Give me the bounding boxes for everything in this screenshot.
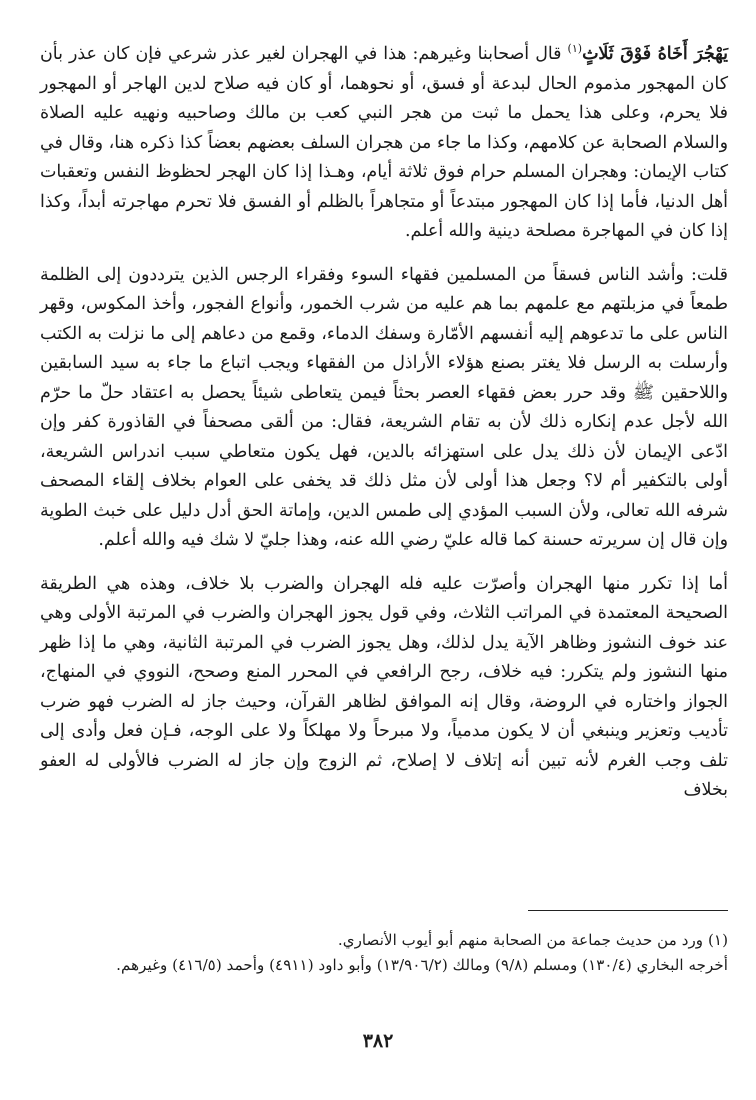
page-number: ٣٨٢	[362, 1030, 394, 1052]
hadith-quote: يَهْجُرَ أَخَاهُ فَوْقَ ثَلَاثٍ	[582, 44, 728, 64]
footnotes	[40, 928, 728, 978]
footnote-1: (١) ورد من حديث جماعة من الصحابة منهم أبو أيوب الأنصاري.	[337, 931, 728, 949]
paragraph-1	[40, 40, 728, 247]
paragraph-2: قلت: وأشد الناس فسقاً من المسلمين فقهاء السوء وفقراء الرجس الذين يترددون إلى الظلمة طمعاً في مزبلتهم مع علمهم بما هم عليه من شرب الخمور، وأنواع الفجور، وأخذ المكوس، وقهر الناس على ما تدعوهم إليه أنفسهم الأمّارة وسفك الدماء، وقمع من دعاهم إلى ما نزلت به الكتب وأرسلت به الرسل فلا يغتر بصنع هؤلاء الأراذل من الفقهاء ويجب اتباع ما جاء به سيد السابقين واللاحقين ﷺ وقد حرر بعض فقهاء العصر بحثاً فيمن يتعاطى شيئاً يحصل به اعتقاد حلّ ما حرّم الله لأجل عدم إنكاره ذلك لأن به تقام الشريعة، فقال: من ألقى مصحفاً في القاذورة كفر وإن ادّعى الإيمان لأن ذلك يدل على استهزائه بالدين، فهل يكون متعاطي سبب اندراس الشريعة، أولى بالتكفير أم لا؟ وجعل هذا أولى لأن مثل ذلك قد يخفى على العوام بخلاف إلقاء المصحف شرفه الله تعالى، ولأن السبب المؤدي إلى طمس الدين، وإماتة الحق أدل دليل على خبث الطوية وإن قال إن سريرته حسنة كما قاله عليّ رضي الله عنه، وهذا جليّ لا شك فيه والله أعلم.	[40, 264, 728, 550]
paragraph-3: أما إذا تكرر منها الهجران وأصرّت عليه فله الهجران والضرب بلا خلاف، وهذه هي الطريقة الصحيحة المعتمدة في المراتب الثلاث، وفي قول يجوز الهجران والضرب في المرتبة الأولى وهي عند خوف النشوز وظاهر الآية يدل لذلك، وهل يجوز الضرب في المرتبة الثانية، وهي ما إذا ظهر منها النشوز ولم يتكرر: فيه خلاف، رجح الرافعي في المحرر المنع وصحح، النووي في المنهاج، الجواز واختاره في الروضة، وقال إنه الموافق لظاهر القرآن، وحيث جاز له الضرب فهو ضرب تأديب وتعزير وينبغي أن لا يكون مدمياً، ولا مبرحاً ولا مهلكاً ولا على الوجه، فـإن فعل وأدى إلى تلف وجب الغرم لأنه تبين أنه إتلاف لا إصلاح، ثم الزوج وإن جاز له الضرب فالأولى له العفو بخلاف	[40, 573, 728, 800]
main-text	[40, 40, 728, 820]
footnote-marker: (١)	[567, 42, 583, 56]
paragraph-1-text: قال أصحابنا وغيرهم: هذا في الهجران لغير عذر شرعي فإن كان عذر بأن كان المهجور مذموم الحال لبدعة أو فسق، أو نحوهما، أو كان فيه صلاح لدين الهاجر أو المهجور فلا يحرم، وعلى هذا يحمل ما ثبت من هجر النبي كعب بن مالك وصاحبيه ونهيه عليه الصلاة والسلام الصحابة عن كلامهم، وكذا ما جاء من هجران السلف بعضهم بعضاً كذا ذكره هنا، وقال في كتاب الإيمان: وهجران المسلم حرام فوق ثلاثة أيام، وهـذا إذا كان الهجر لحظوظ النفس وتعقبات أهل الدنيا، فأما إذا كان المهجور مبتدعاً أو متجاهراً بالظلم أو الفسق فلا تحرم مهاجرته أبداً، وكذا إذا كان في المهاجرة مصلحة دينية والله أعلم.	[40, 44, 728, 241]
footnote-1-source: أخرجه البخاري (١٣٠/٤) ومسلم (٩/٨) ومالك (١٣/٩٠٦/٢) وأبو داود (٤٩١١) وأحمد (٤١٦/٥) وغيرهم.	[116, 956, 728, 974]
footnote-divider	[528, 910, 728, 911]
